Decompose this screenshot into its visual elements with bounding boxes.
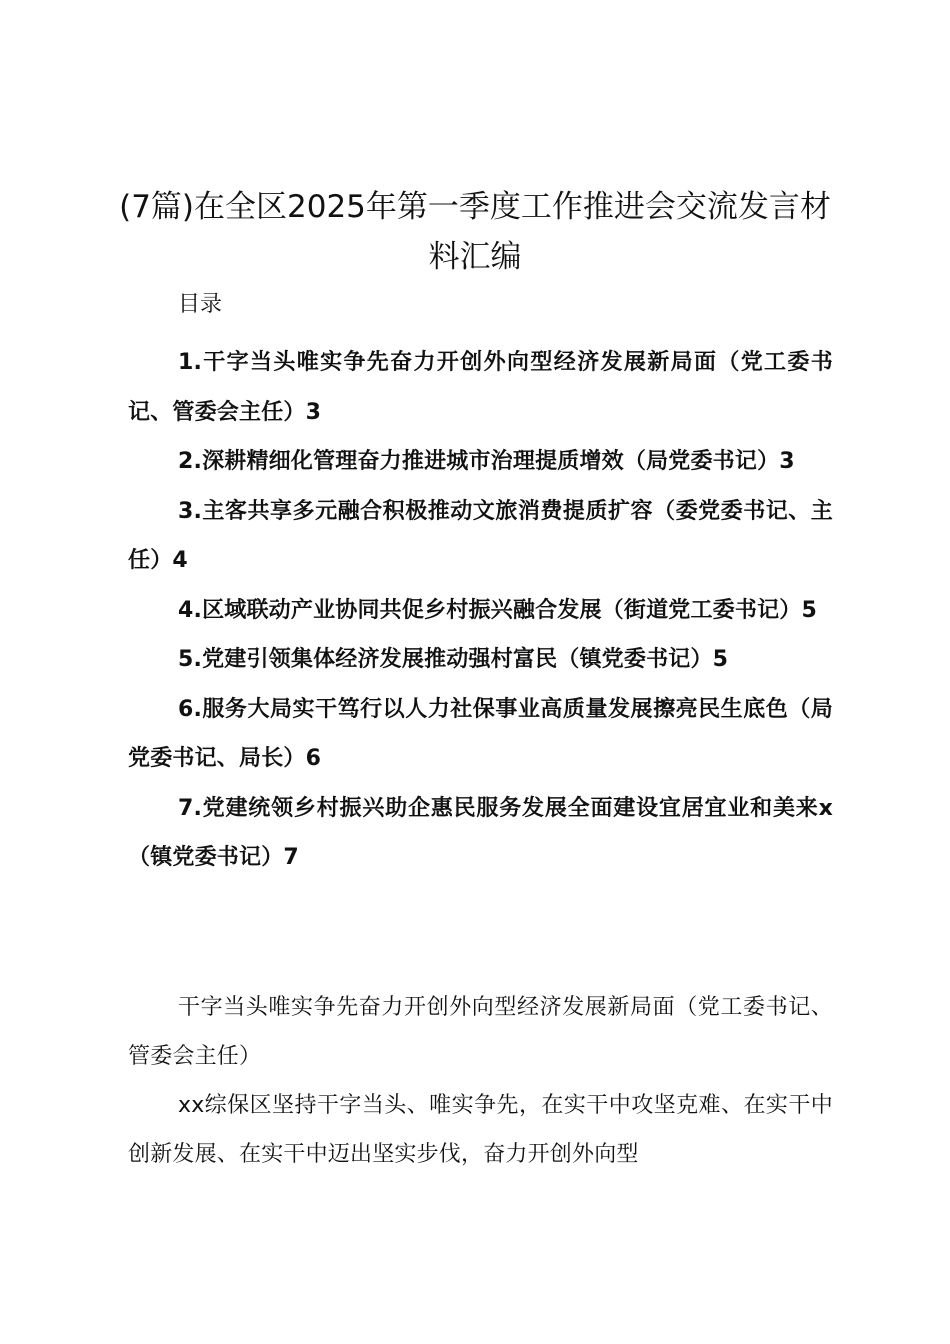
toc-item[interactable]: 1.干字当头唯实争先奋力开创外向型经济发展新局面（党工委书记、管委会主任）3 bbox=[128, 350, 833, 425]
toc-item[interactable]: 2.深耕精细化管理奋力推进城市治理提质增效（局党委书记）3 bbox=[178, 449, 795, 474]
toc-item[interactable]: 5.党建引领集体经济发展推动强村富民（镇党委书记）5 bbox=[178, 647, 729, 672]
toc-item[interactable]: 7.党建统领乡村振兴助企惠民服务发展全面建设宜居宜业和美来x（镇党委书记）7 bbox=[128, 795, 833, 870]
section-heading: 干字当头唯实争先奋力开创外向型经济发展新局面（党工委书记、管委会主任） bbox=[128, 995, 833, 1069]
body-paragraph: xx综保区坚持干字当头、唯实争先，在实干中攻坚克难、在实干中创新发展、在实干中迈出坚实步伐，奋力开创外向型 bbox=[128, 1093, 833, 1167]
table-of-contents bbox=[128, 338, 833, 883]
toc-item[interactable]: 3.主客共享多元融合积极推动文旅消费提质扩容（委党委书记、主任）4 bbox=[128, 498, 833, 573]
toc-item[interactable]: 6.服务大局实干笃行以人力社保事业高质量发展擦亮民生底色（局党委书记、局长）6 bbox=[128, 696, 833, 771]
document-body bbox=[128, 983, 833, 1179]
toc-heading: 目录 bbox=[178, 292, 223, 317]
toc-item[interactable]: 4.区域联动产业协同共促乡村振兴融合发展（街道党工委书记）5 bbox=[178, 597, 817, 623]
document-title: (7篇)在全区2025年第一季度工作推进会交流发言材料汇编 bbox=[119, 189, 831, 275]
